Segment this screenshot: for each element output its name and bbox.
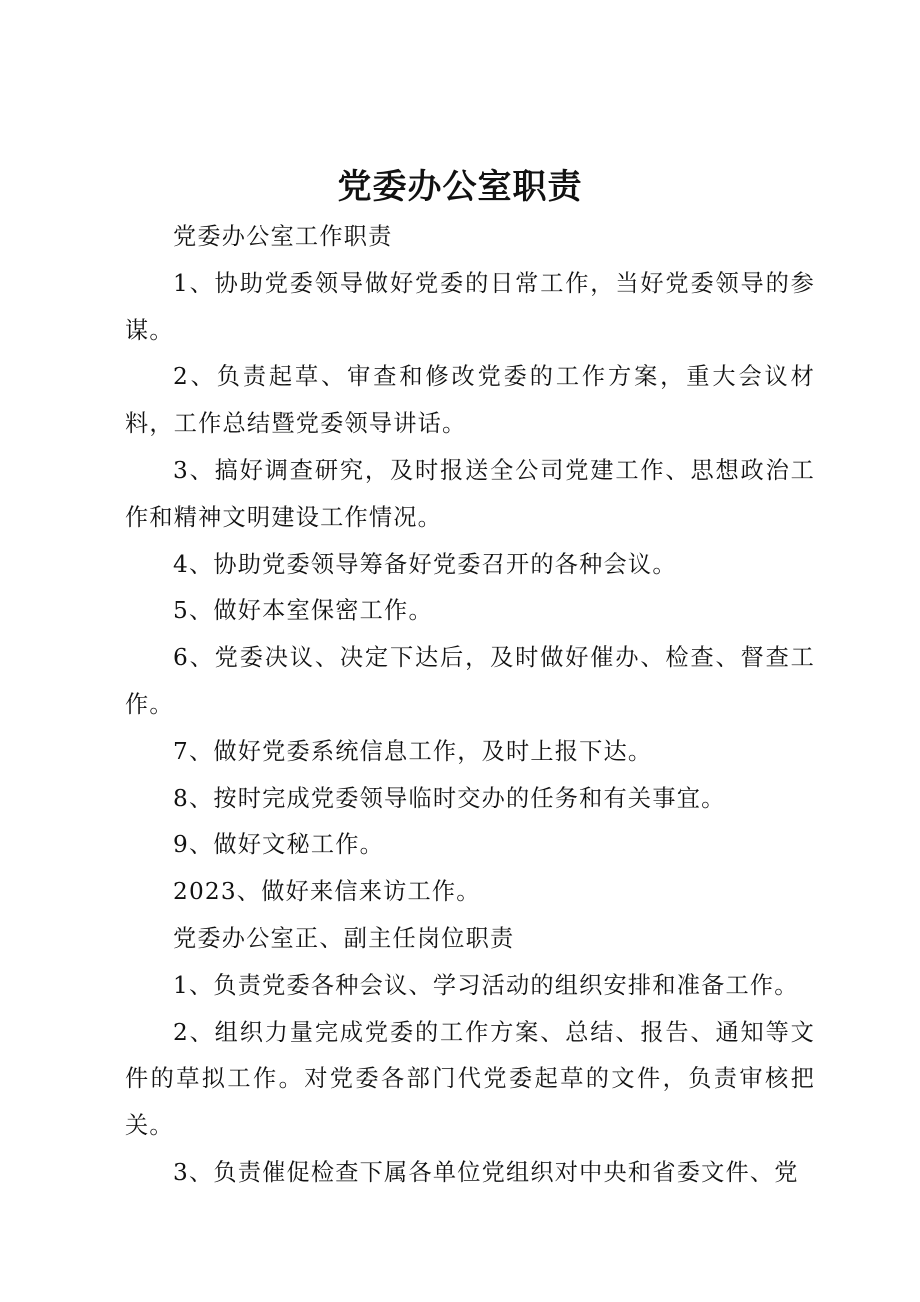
section-heading: 党委办公室正、副主任岗位职责 [173,924,515,952]
document-body [125,214,815,1197]
duty-item: 1、协助党委领导做好党委的日常工作，当好党委领导的参谋。 [125,269,815,344]
duty-item: 7、做好党委系统信息工作，及时上报下达。 [173,737,653,765]
duty-item: 6、党委决议、决定下达后，及时做好催办、检查、督查工作。 [125,644,815,718]
duty-item: 5、做好本室保密工作。 [173,597,433,625]
duty-item: 4、协助党委领导筹备好党委召开的各种会议。 [173,550,677,578]
duty-item: 3、负责催促检查下属各单位党组织对中央和省委文件、党 [173,1158,799,1186]
duty-item: 8、按时完成党委领导临时交办的任务和有关事宜。 [173,784,726,812]
duty-item: 2、组织力量完成党委的工作方案、总结、报告、通知等文件的草拟工作。对党委各部门代党委起草的文件，负责审核把关。 [125,1018,815,1140]
duty-item: 2023、做好来信来访工作。 [173,878,481,906]
duty-item: 2、负责起草、审查和修改党委的工作方案，重大会议材料，工作总结暨党委领导讲话。 [125,363,815,438]
document-title: 党委办公室职责 [337,167,583,207]
duty-item: 9、做好文秘工作。 [173,831,385,859]
duty-item: 1、负责党委各种会议、学习活动的组织安排和准备工作。 [173,971,799,999]
duty-item: 3、搞好调查研究，及时报送全公司党建工作、思想政治工作和精神文明建设工作情况。 [125,456,815,531]
section-heading: 党委办公室工作职责 [173,223,393,250]
